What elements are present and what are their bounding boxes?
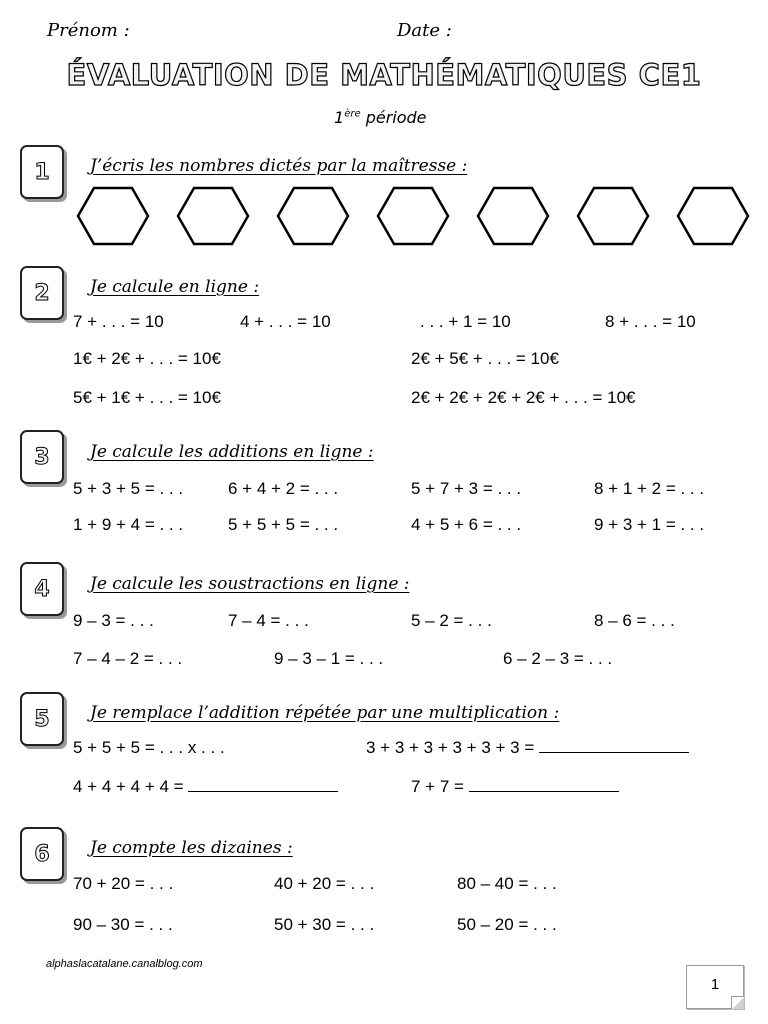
answer-hexagon: [478, 188, 548, 244]
subtitle-rest: période: [365, 108, 427, 127]
hexagon-row: [70, 184, 760, 248]
equation: 9 – 3 = . . .: [73, 611, 154, 630]
exercise-3-badge: 3: [20, 430, 64, 484]
equation: 5 + 3 + 5 = . . .: [73, 479, 184, 498]
page-title: ÉVALUATION DE MATHÉMATIQUES CE1: [66, 58, 702, 92]
equation: 50 + 30 = . . .: [274, 915, 375, 934]
equation: 4 + 4 + 4 + 4 =: [73, 777, 184, 796]
equation-with-blank: [73, 777, 338, 797]
equation: 80 – 40 = . . .: [457, 874, 557, 893]
equation: 9 + 3 + 1 = . . .: [594, 515, 705, 534]
exercise-1-badge: 1: [20, 145, 64, 199]
exercise-3-instruction: Je calcule les additions en ligne :: [90, 442, 374, 462]
equation: 7 – 4 = . . .: [228, 611, 309, 630]
equation: 2€ + 2€ + 2€ + 2€ + . . . = 10€: [411, 388, 636, 407]
answer-hexagon: [378, 188, 448, 244]
page-number-box: [686, 965, 744, 1009]
equation: 8 – 6 = . . .: [594, 611, 675, 630]
exercise-4-instruction: Je calcule les soustractions en ligne :: [90, 574, 410, 594]
answer-line: [539, 738, 689, 753]
prenom-label: Prénom :: [47, 20, 130, 41]
exercise-1-instruction: J’écris les nombres dictés par la maîtresse :: [90, 156, 468, 176]
equation: 90 – 30 = . . .: [73, 915, 173, 934]
exercise-5-instruction: Je remplace l’addition répétée par une multiplication :: [90, 703, 560, 723]
subtitle-ordinal: 1: [334, 108, 345, 127]
equation: 8 + 1 + 2 = . . .: [594, 479, 705, 498]
equation: 5 + 7 + 3 = . . .: [411, 479, 522, 498]
equation: 5€ + 1€ + . . . = 10€: [73, 388, 221, 407]
answer-hexagon: [678, 188, 748, 244]
equation: 4 + 5 + 6 = . . .: [411, 515, 522, 534]
answer-line: [188, 777, 338, 792]
footer-source: alphaslacatalane.canalblog.com: [46, 958, 203, 970]
answer-hexagon: [578, 188, 648, 244]
answer-hexagon: [178, 188, 248, 244]
equation: 50 – 20 = . . .: [457, 915, 557, 934]
equation: 7 – 4 – 2 = . . .: [73, 649, 183, 668]
equation-with-blank: [366, 738, 689, 758]
equation: 70 + 20 = . . .: [73, 874, 174, 893]
exercise-6-instruction: Je compte les dizaines :: [90, 838, 293, 858]
exercise-2-badge: 2: [20, 266, 64, 320]
equation: 40 + 20 = . . .: [274, 874, 375, 893]
equation-with-blank: [411, 777, 619, 797]
page-number: 1: [710, 976, 720, 993]
equation: 6 + 4 + 2 = . . .: [228, 479, 339, 498]
date-label: Date :: [397, 20, 452, 41]
equation: 4 + . . . = 10: [240, 312, 331, 331]
equation: 5 + 5 + 5 = . . . x . . .: [73, 738, 225, 757]
equation: 7 + 7 =: [411, 777, 464, 796]
equation: 5 + 5 + 5 = . . .: [228, 515, 339, 534]
page-fold-corner: [731, 996, 744, 1009]
exercise-6-badge: 6: [20, 827, 64, 881]
equation: 3 + 3 + 3 + 3 + 3 + 3 =: [366, 738, 535, 757]
exercise-2-instruction: Je calcule en ligne :: [90, 277, 260, 297]
answer-line: [469, 777, 619, 792]
equation: 1€ + 2€ + . . . = 10€: [73, 349, 221, 368]
equation: 1 + 9 + 4 = . . .: [73, 515, 184, 534]
exercise-5-badge: 5: [20, 692, 64, 746]
subtitle: [334, 108, 427, 127]
exercise-4-badge: 4: [20, 562, 64, 616]
equation: 6 – 2 – 3 = . . .: [503, 649, 613, 668]
equation: 9 – 3 – 1 = . . .: [274, 649, 384, 668]
equation: . . . + 1 = 10: [420, 312, 511, 331]
equation: 8 + . . . = 10: [605, 312, 696, 331]
answer-hexagon: [278, 188, 348, 244]
equation: 2€ + 5€ + . . . = 10€: [411, 349, 559, 368]
subtitle-sup: ère: [344, 108, 361, 120]
equation: 5 – 2 = . . .: [411, 611, 492, 630]
equation: 7 + . . . = 10: [73, 312, 164, 331]
answer-hexagon: [78, 188, 148, 244]
